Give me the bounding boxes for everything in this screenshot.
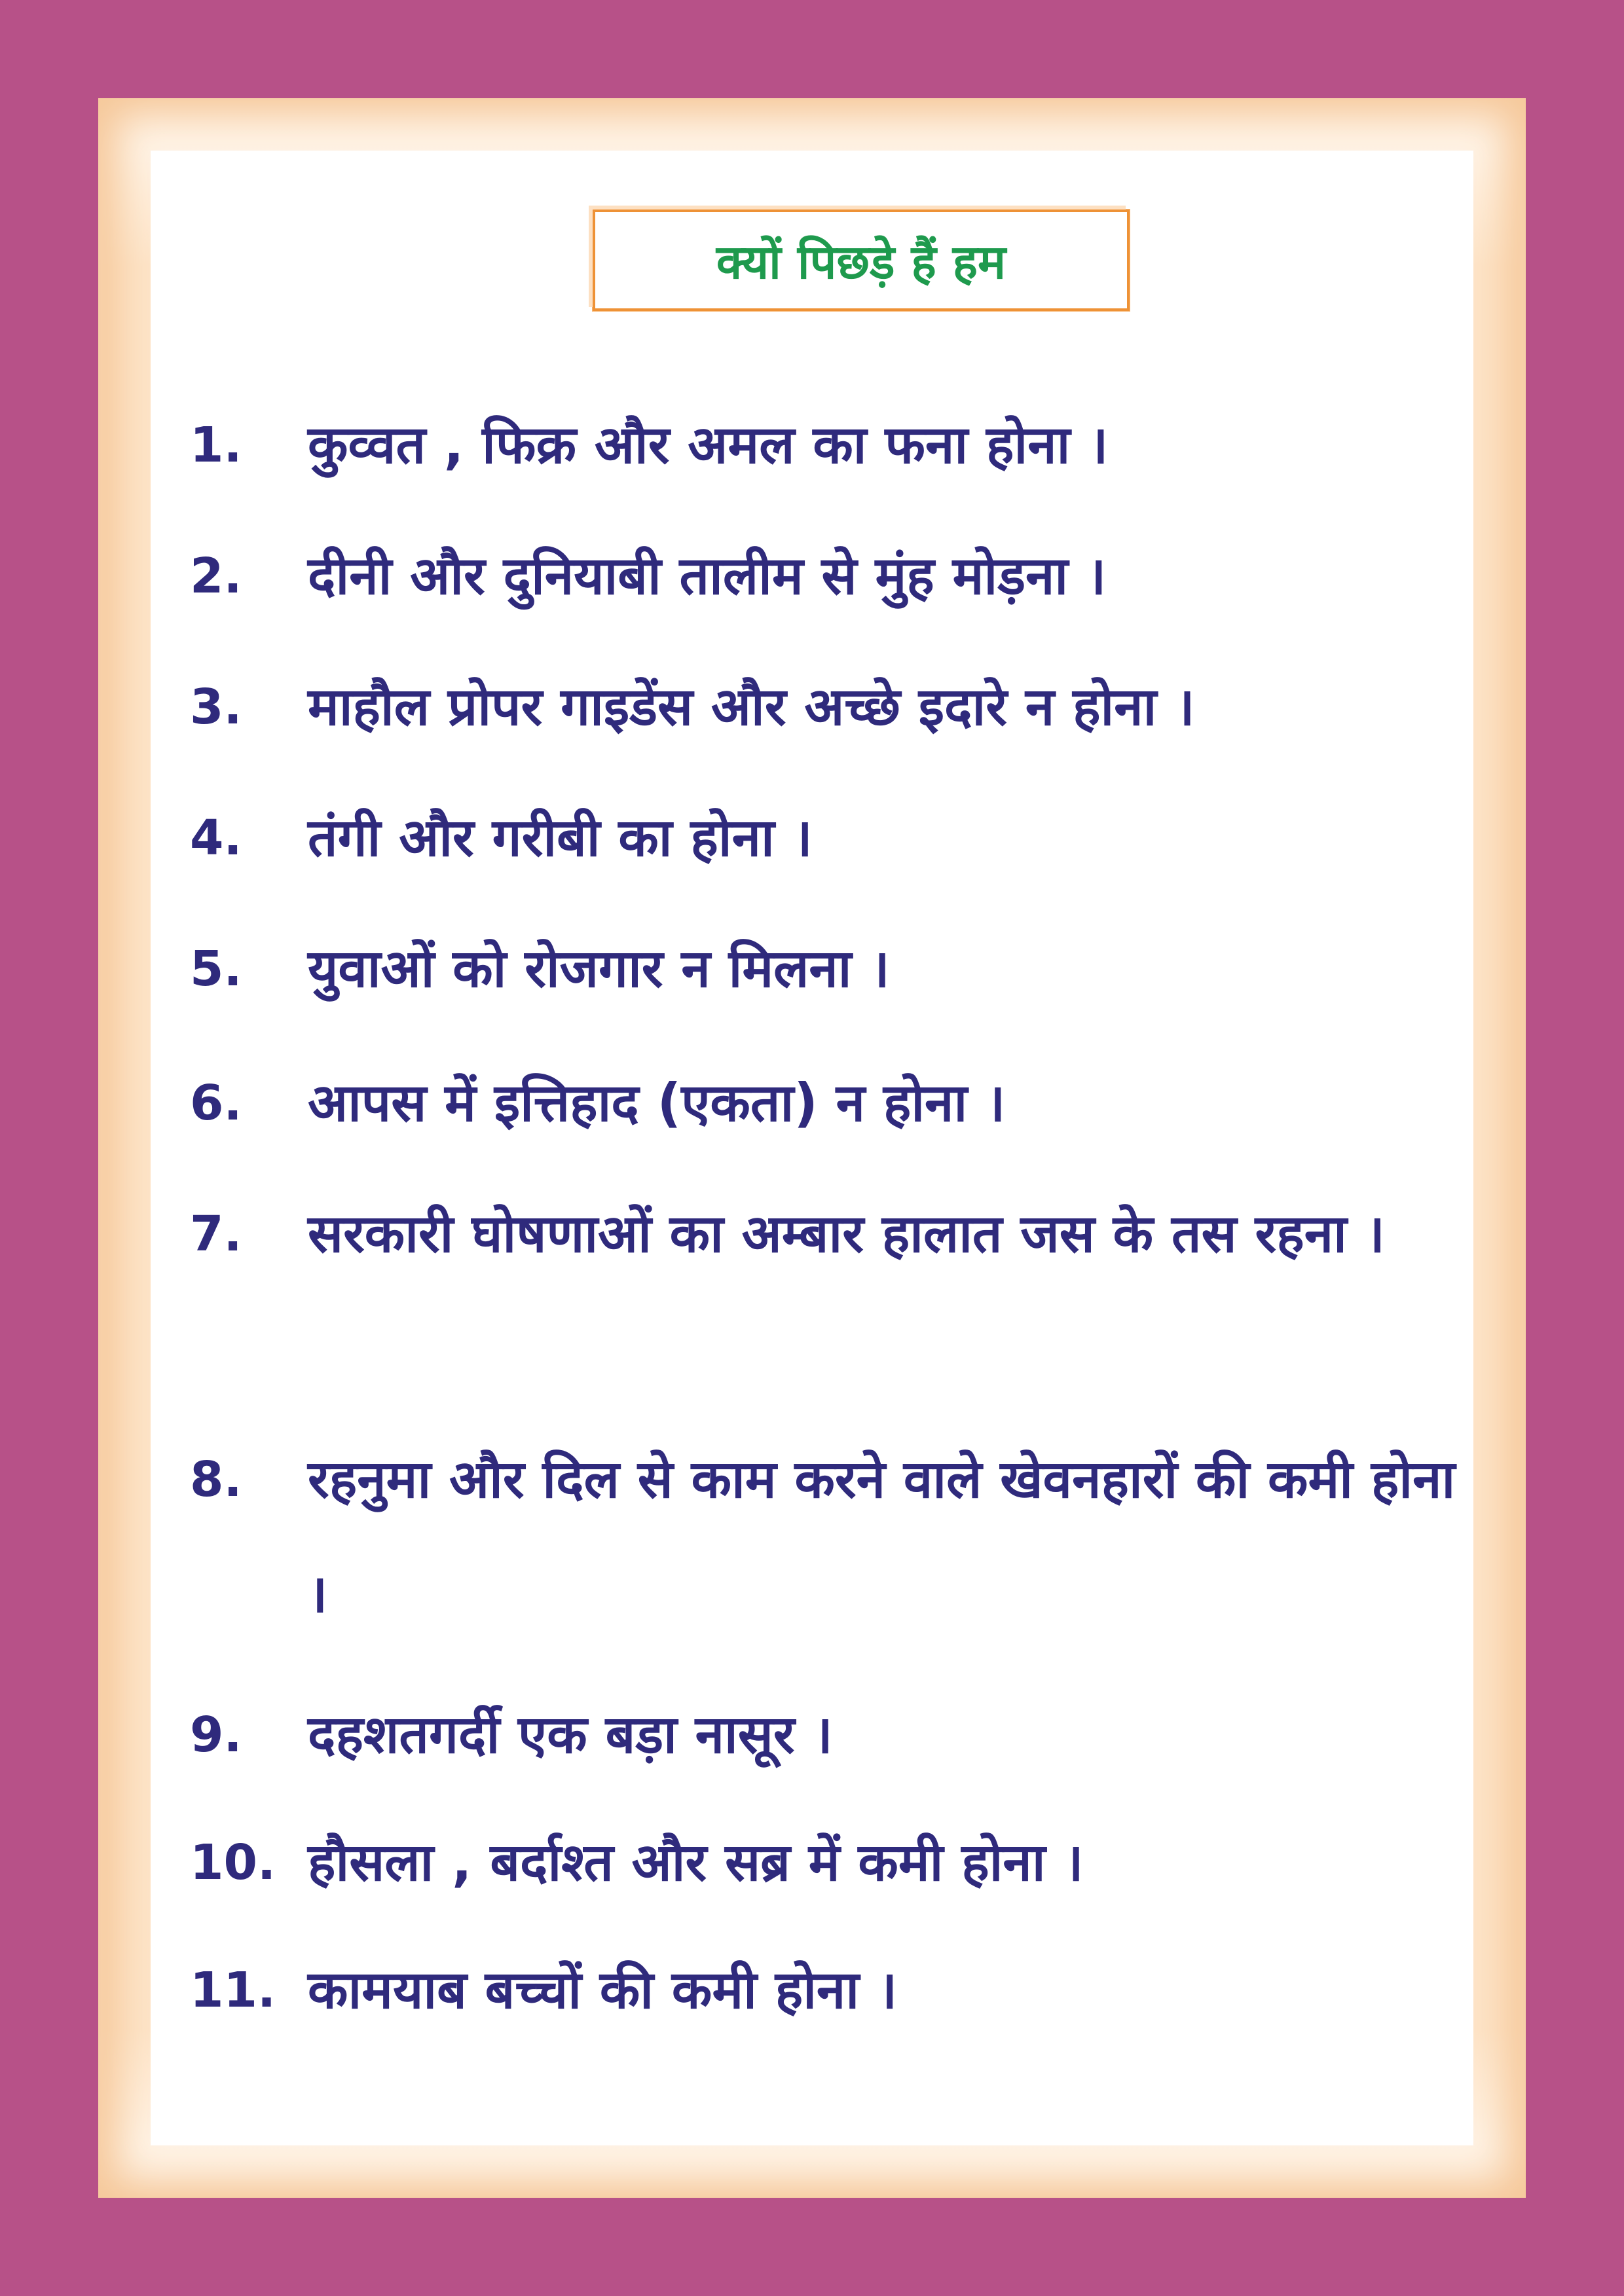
item-text: रहनुमा और दिल से काम करने वाले खेवनहारों की कमी होना । xyxy=(308,1449,1456,1624)
item-number: 3. xyxy=(190,679,242,735)
list-item xyxy=(177,412,1460,502)
item-number: 8. xyxy=(190,1451,242,1508)
list-item xyxy=(177,674,1460,764)
item-number: 1. xyxy=(190,417,242,473)
list-item xyxy=(177,543,1460,633)
item-text: युवाओं को रोजगार न मिलना । xyxy=(308,938,890,999)
content-page xyxy=(151,151,1473,2145)
item-text: आपस में इत्तिहाद (एकता) न होना । xyxy=(308,1072,1006,1133)
page-title: क्यों पिछड़े हैं हम xyxy=(716,234,1006,289)
list-item xyxy=(177,936,1460,1026)
item-text: कामयाब बच्चों की कमी होना । xyxy=(308,1959,898,2020)
item-number: 11. xyxy=(190,1962,276,2018)
list-item xyxy=(177,1702,1460,1792)
item-number: 9. xyxy=(190,1707,242,1763)
item-number: 6. xyxy=(190,1075,242,1131)
list-item xyxy=(177,1958,1460,2047)
title-box xyxy=(593,210,1130,311)
list-item xyxy=(177,805,1460,895)
list-item xyxy=(177,1830,1460,1920)
page-frame xyxy=(98,98,1526,2198)
item-text: कुव्वत , फिक्र और अमल का फना होना । xyxy=(308,414,1109,475)
item-number: 4. xyxy=(190,810,242,866)
list-item xyxy=(177,1201,1460,1291)
item-number: 2. xyxy=(190,548,242,604)
item-number: 10. xyxy=(190,1834,276,1891)
item-text: माहौल प्रोपर गाइडेंस और अच्छे इदारे न होना । xyxy=(308,676,1195,737)
item-text: सरकारी घोषणाओं का अम्बार हालात जस के तस रहना । xyxy=(308,1203,1385,1264)
item-number: 7. xyxy=(190,1206,242,1262)
list-item xyxy=(177,1447,1460,1651)
item-text: हौसला , बर्दाश्त और सब्र में कमी होना । xyxy=(308,1832,1084,1893)
list-item xyxy=(177,1070,1460,1160)
item-text: तंगी और गरीबी का होना । xyxy=(308,807,813,868)
item-text: दहशतगर्दी एक बड़ा नासूर । xyxy=(308,1704,833,1765)
item-text: दीनी और दुनियाबी तालीम से मुंह मोड़ना । xyxy=(308,545,1107,606)
item-number: 5. xyxy=(190,941,242,997)
